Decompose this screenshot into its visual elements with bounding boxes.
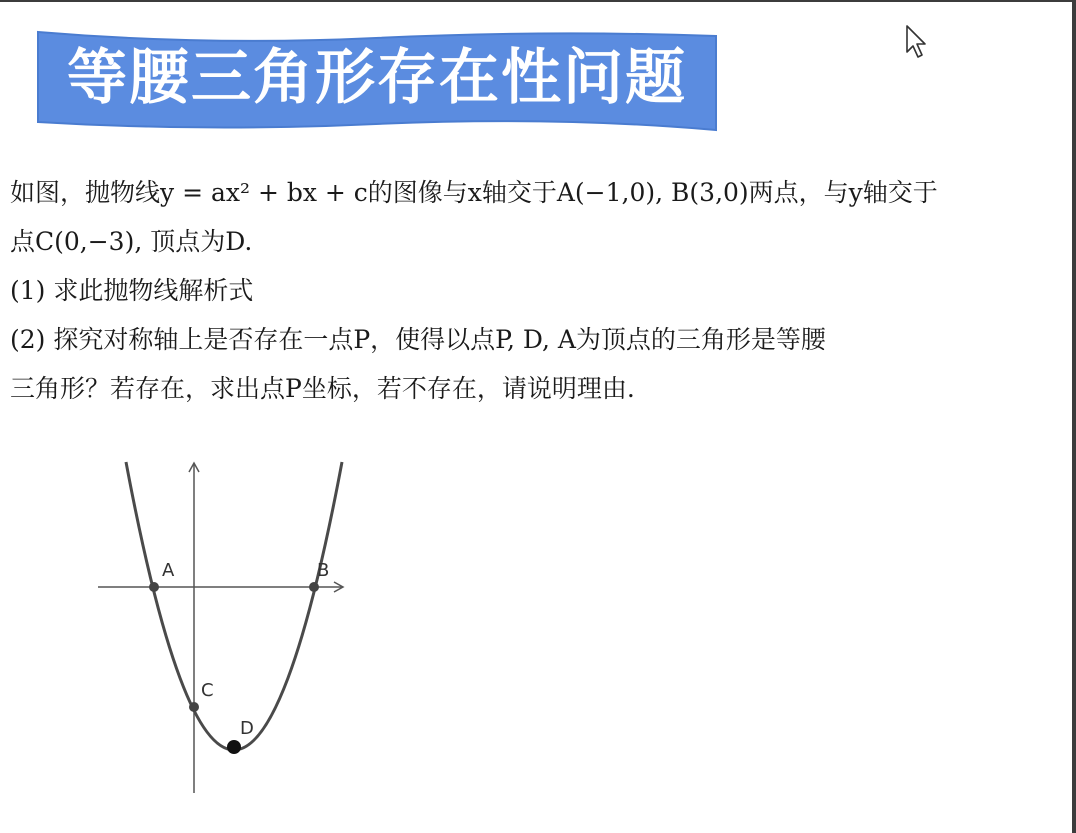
mouse-pointer-icon <box>905 24 931 64</box>
question-2-line-2: 三角形？若存在，求出点P坐标，若不存在，请说明理由. <box>10 374 635 403</box>
right-border <box>1072 0 1076 833</box>
point-c <box>189 702 199 712</box>
problem-text <box>10 168 1060 413</box>
point-a <box>149 582 159 592</box>
page-title: 等腰三角形存在性问题 <box>67 43 687 113</box>
parabola-graph <box>90 458 360 802</box>
problem-line-1: 如图，抛物线y = ax² + bx + c的图像与x轴交于A(−1,0), B(3,0)两点，与y轴交于 <box>10 178 938 207</box>
label-b: B <box>317 560 330 581</box>
point-b <box>309 582 319 592</box>
title-banner <box>36 26 718 134</box>
label-c: C <box>201 680 214 701</box>
question-2-line-1: (2) 探究对称轴上是否存在一点P，使得以点P, D, A为顶点的三角形是等腰 <box>10 325 826 354</box>
question-1: (1) 求此抛物线解析式 <box>10 276 254 305</box>
problem-line-2: 点C(0,−3), 顶点为D. <box>10 227 253 256</box>
label-d: D <box>240 718 254 739</box>
point-d <box>227 740 241 754</box>
label-a: A <box>162 560 175 581</box>
parabola-curve <box>126 462 342 750</box>
top-border <box>0 0 1076 2</box>
